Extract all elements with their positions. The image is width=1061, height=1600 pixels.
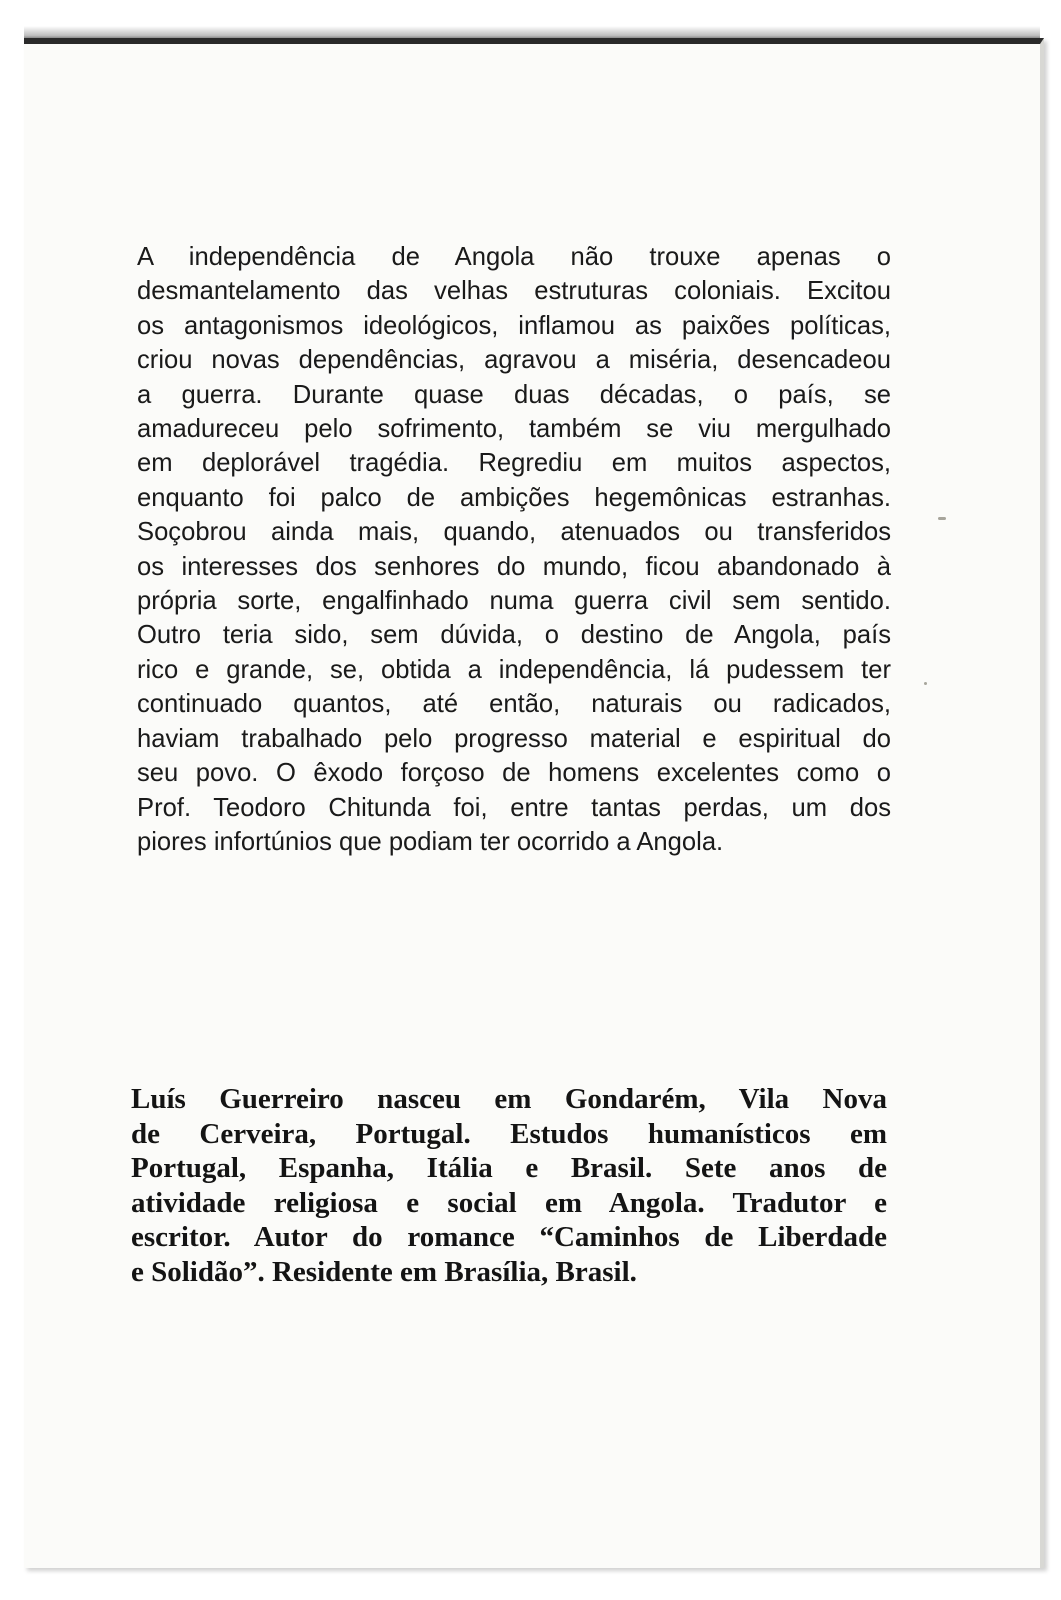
blurb-line: seu povo. O êxodo forçoso de homens excelentes como o [137, 759, 891, 788]
blurb-line: rico e grande, se, obtida a independência, lá pudessem ter [137, 655, 891, 684]
author-bio-line: Portugal, Espanha, Itália e Brasil. Sete anos de [131, 1152, 887, 1184]
blurb-paragraph [137, 240, 891, 859]
blurb-line: continuado quantos, até então, naturais ou radicados, [137, 690, 891, 719]
blurb-line: amadureceu pelo sofrimento, também se viu mergulhado [137, 415, 891, 444]
blurb-line: desmantelamento das velhas estruturas coloniais. Excitou [137, 277, 891, 306]
author-bio-line: de Cerveira, Portugal. Estudos humanísticos em [131, 1117, 887, 1150]
blurb-line: os interesses dos senhores do mundo, ficou abandonado à [137, 552, 891, 581]
blurb-line: criou novas dependências, agravou a miséria, desencadeou [137, 346, 891, 375]
blurb-line: piores infortúnios que podiam ter ocorrido a Angola. [137, 827, 724, 856]
author-bio-line: escritor. Autor do romance “Caminhos de Liberdade [131, 1221, 887, 1253]
author-bio-line: atividade religiosa e social em Angola. Tradutor e [131, 1186, 887, 1219]
author-bio-line: e Solidão”. Residente em Brasília, Brasil. [131, 1255, 637, 1288]
blurb-line: haviam trabalhado pelo progresso material e espiritual do [137, 724, 891, 753]
blurb-line: em deplorável tragédia. Regrediu em muitos aspectos, [137, 449, 891, 478]
blurb-line: Prof. Teodoro Chitunda foi, entre tantas perdas, um dos [137, 793, 891, 822]
blurb-line: própria sorte, engalfinhado numa guerra civil sem sentido. [137, 587, 891, 616]
author-bio [131, 1082, 887, 1289]
blurb-line: A independência de Angola não trouxe apenas o [137, 243, 891, 271]
blurb-line: enquanto foi palco de ambições hegemônicas estranhas. [137, 483, 891, 512]
blurb-line: a guerra. Durante quase duas décadas, o país, se [137, 380, 891, 409]
blurb-line: os antagonismos ideológicos, inflamou as paixões políticas, [137, 311, 891, 340]
blurb-line: Soçobrou ainda mais, quando, atenuados ou transferidos [137, 518, 891, 547]
blurb-line: Outro teria sido, sem dúvida, o destino de Angola, país [137, 621, 891, 650]
paper-speck [938, 517, 946, 520]
author-bio-line: Luís Guerreiro nasceu em Gondarém, Vila Nova [131, 1083, 887, 1115]
paper-speck [924, 682, 927, 685]
